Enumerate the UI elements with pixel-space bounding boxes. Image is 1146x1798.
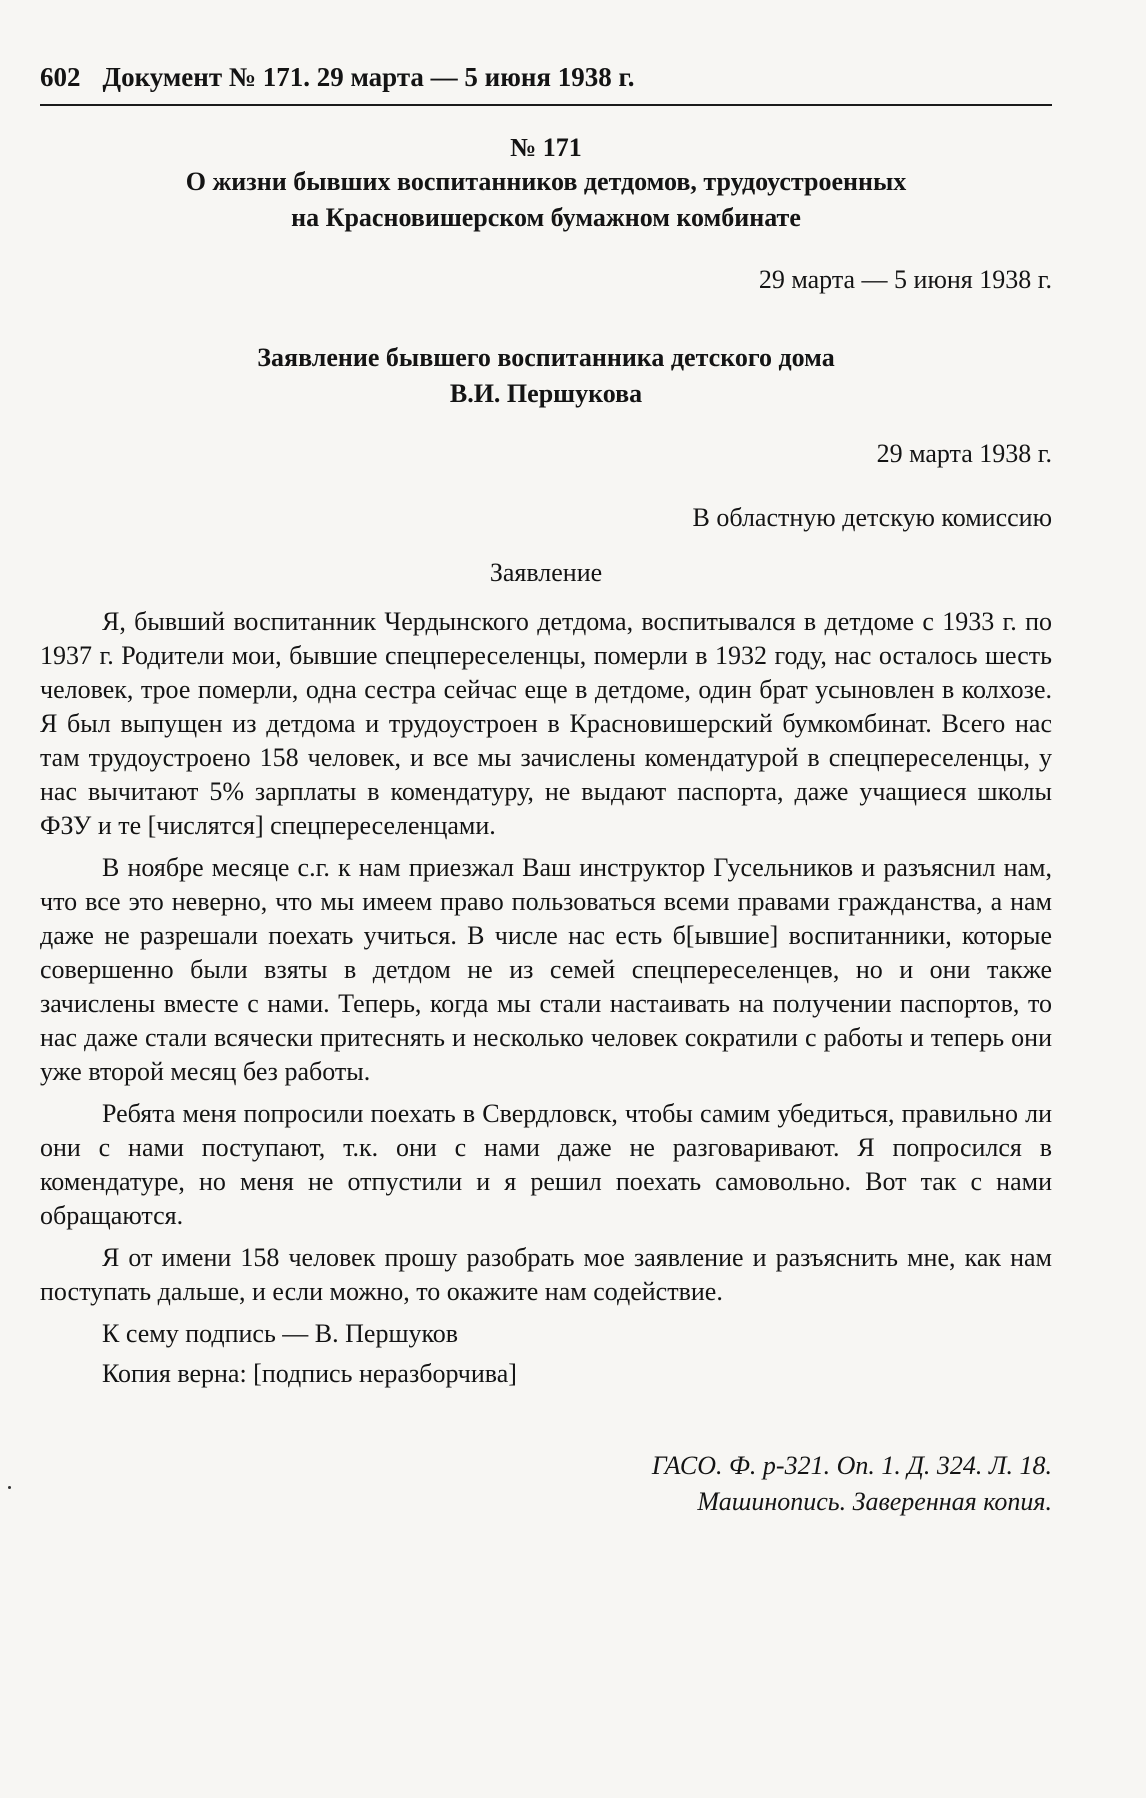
document-number: № 171 [510, 133, 582, 162]
statement-date: 29 марта 1938 г. [876, 439, 1052, 468]
statement-title-line: Заявление бывшего воспитанника детского дома [257, 343, 835, 372]
running-title: Документ № 171. 29 марта — 5 июня 1938 г. [102, 62, 635, 92]
body-paragraph: Я от имени 158 человек прошу разобрать мое заявление и разъяснить мне, как нам поступать дальше, и если можно, то окажите нам содействие. [40, 1243, 1052, 1306]
document-date-range: 29 марта — 5 июня 1938 г. [758, 265, 1052, 294]
page-number: 602 [40, 62, 81, 92]
statement-body [40, 605, 1052, 1397]
body-paragraph: В ноябре месяце с.г. к нам приезжал Ваш инструктор Гусельников и разъяснил нам, что все это неверно, что мы имеем право пользоваться всеми правами гражданства, а нам даже не разрешали поехать учиться. В числе нас есть б[ывшие] воспитанники, которые совершенно были взяты в детдом не из семей спецпереселенцев, но и они также зачислены вместе с нами. Теперь, когда мы стали настаивать на получении паспортов, то нас даже стали всячески притеснять и несколько человек сократили с работы и теперь они уже второй месяц без работы. [40, 853, 1052, 1086]
running-header [40, 62, 657, 93]
copy-type: Машинопись. Заверенная копия. [697, 1487, 1052, 1516]
copy-certification: Копия верна: [подпись неразборчива] [102, 1359, 517, 1388]
addressee: В областную детскую комиссию [692, 503, 1052, 532]
scan-speck [8, 1486, 11, 1489]
statement-heading: Заявление [489, 558, 603, 587]
body-paragraph: Я, бывший воспитанник Чердынского детдома, воспитывался в детдоме с 1933 г. по 1937 г. Родители мои, бывшие спецпереселенцы, померли в 1932 году, нас осталось шесть человек, трое померли, одна сестра сейчас еще в детдоме, один брат усыновлен в колхозе. Я был выпущен из детдома и трудоустроен в Красновишерский бумкомбинат. Всего нас там трудоустроено 158 человек, и все мы зачислены комендатурой в спецпереселенцы, у нас вычитают 5% зарплаты в комендатуру, не выдают паспорта, даже учащиеся школы ФЗУ и те [числятся] спецпереселенцами. [40, 607, 1052, 840]
archival-source [40, 1448, 1052, 1520]
header-rule [40, 104, 1052, 106]
document-title-line: на Красновишерском бумажном комбинате [291, 203, 801, 232]
document-title-line: О жизни бывших воспитанников детдомов, трудоустроенных [185, 167, 907, 196]
signature-line: К сему подпись — В. Першуков [102, 1319, 459, 1348]
archive-reference: ГАСО. Ф. р-321. Оп. 1. Д. 324. Л. 18. [651, 1451, 1052, 1480]
document-title [40, 164, 1052, 236]
body-paragraph: Ребята меня попросили поехать в Свердловск, чтобы самим убедиться, правильно ли они с нами поступают, т.к. они с нами даже не разговаривают. Я попросился в комендатуре, но меня не отпустили и я решил поехать самовольно. Вот так с нами обращаются. [40, 1099, 1052, 1230]
statement-author: В.И. Першукова [449, 379, 643, 408]
statement-title [40, 340, 1052, 412]
